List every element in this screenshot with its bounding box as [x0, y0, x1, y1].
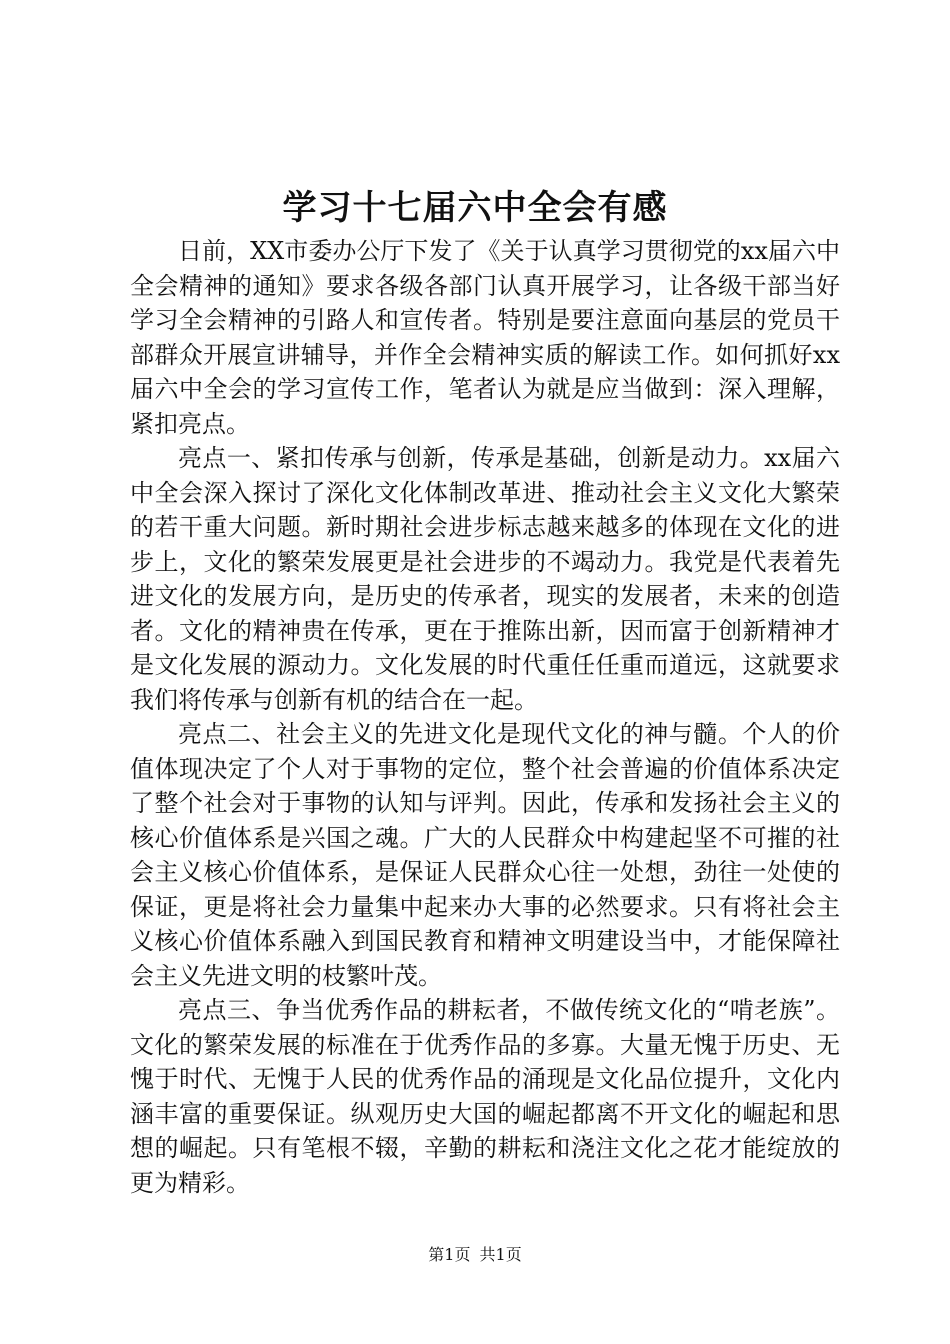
paragraph-highlight-3: 亮点三、争当优秀作品的耕耘者，不做传统文化的“啃老族”。文化的繁荣发展的标准在于优秀作品的多寡。大量无愧于历史、无愧于时代、无愧于人民的优秀作品的涌现是文化品位提升，文化内涵丰富的重要保证。纵观历史大国的崛起都离不开文化的崛起和思想的崛起。只有笔根不辍，辛勤的耕耘和浇注文化之花才能绽放的更为精彩。 — [130, 996, 840, 1197]
document-body — [130, 234, 840, 1200]
paragraph-intro: 日前，XX市委办公厅下发了《关于认真学习贯彻党的xx届六中全会精神的通知》要求各级各部门认真开展学习，让各级干部当好学习全会精神的引路人和宣传者。特别是要注意面向基层的党员干部群众开展宣讲辅导，并作全会精神实质的解读工作。如何抓好xx届六中全会的学习宣传工作，笔者认为就是应当做到：深入理解，紧扣亮点。 — [130, 237, 840, 438]
page-number: 第1页 — [428, 1245, 471, 1264]
page-footer — [0, 1245, 950, 1265]
page-total: 共1页 — [479, 1245, 522, 1264]
paragraph-highlight-2: 亮点二、社会主义的先进文化是现代文化的神与髓。个人的价值体现决定了个人对于事物的定位，整个社会普遍的价值体系决定了整个社会对于事物的认知与评判。因此，传承和发扬社会主义的核心价值体系是兴国之魂。广大的人民群众中构建起坚不可摧的社会主义核心价值体系，是保证人民群众心往一处想，劲往一处使的保证，更是将社会力量集中起来办大事的必然要求。只有将社会主义核心价值体系融入到国民教育和精神文明建设当中，才能保障社会主义先进文明的枝繁叶茂。 — [130, 720, 840, 990]
paragraph-highlight-1: 亮点一、紧扣传承与创新，传承是基础，创新是动力。xx届六中全会深入探讨了深化文化体制改革进、推动社会主义文化大繁荣的若干重大问题。新时期社会进步标志越来越多的体现在文化的进步上，文化的繁荣发展更是社会进步的不竭动力。我党是代表着先进文化的发展方向，是历史的传承者，现实的发展者，未来的创造者。文化的精神贵在传承，更在于推陈出新，因而富于创新精神才是文化发展的源动力。文化发展的时代重任任重而道远，这就要求我们将传承与创新有机的结合在一起。 — [130, 444, 840, 714]
document-title: 学习十七届六中全会有感 — [282, 188, 668, 228]
